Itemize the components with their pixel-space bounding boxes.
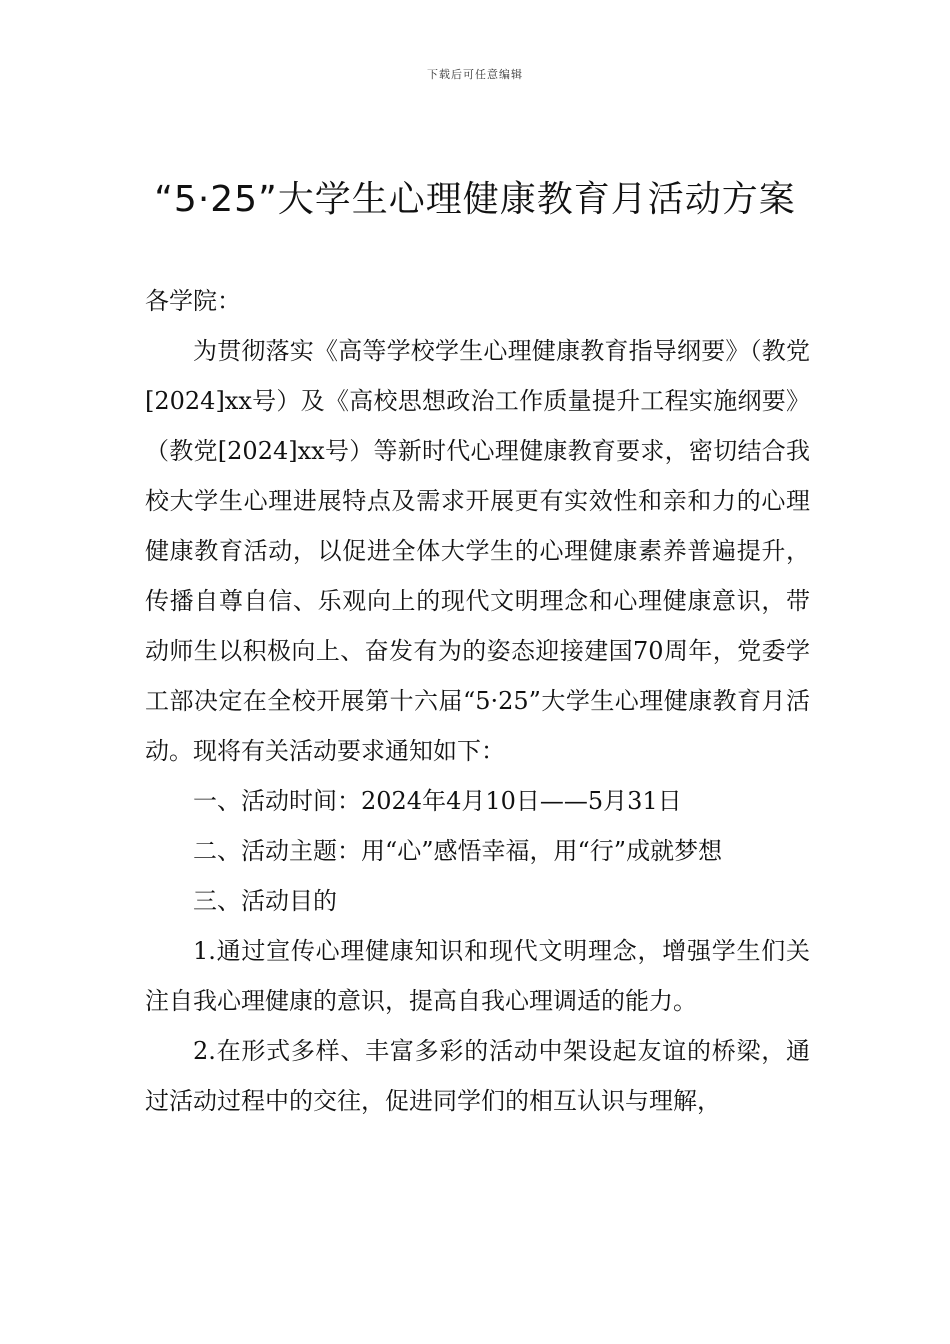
header-note: 下载后可任意编辑 xyxy=(427,68,523,81)
purpose-item-2: 2.在形式多样、丰富多彩的活动中架设起友谊的桥梁，通过活动过程中的交往，促进同学们的相互认识与理解， xyxy=(145,1037,810,1115)
document-title: “5·25”大学生心理健康教育月活动方案 xyxy=(154,179,796,220)
salutation: 各学院： xyxy=(145,287,241,315)
purpose-heading: 三、活动目的 xyxy=(193,887,337,915)
document-body xyxy=(145,276,810,1126)
purpose-item-1: 1.通过宣传心理健康知识和现代文明理念，增强学生们关注自我心理健康的意识，提高自我心理调适的能力。 xyxy=(145,937,810,1015)
activity-theme: 二、活动主题：用“心”感悟幸福，用“行”成就梦想 xyxy=(193,837,723,865)
intro-paragraph: 为贯彻落实《高等学校学生心理健康教育指导纲要》（教党[2024]xx号）及《高校思想政治工作质量提升工程实施纲要》（教党[2024]xx号）等新时代心理健康教育要求，密切结合我校大学生心理进展特点及需求开展更有实效性和亲和力的心理健康教育活动，以促进全体大学生的心理健康素养普遍提升，传播自尊自信、乐观向上的现代文明理念和心理健康意识，带动师生以积极向上、奋发有为的姿态迎接建国70周年，党委学工部决定在全校开展第十六届“5·25”大学生心理健康教育月活动。现将有关活动要求通知如下： xyxy=(145,337,810,765)
activity-time: 一、活动时间：2024年4月10日——5月31日 xyxy=(193,787,682,815)
